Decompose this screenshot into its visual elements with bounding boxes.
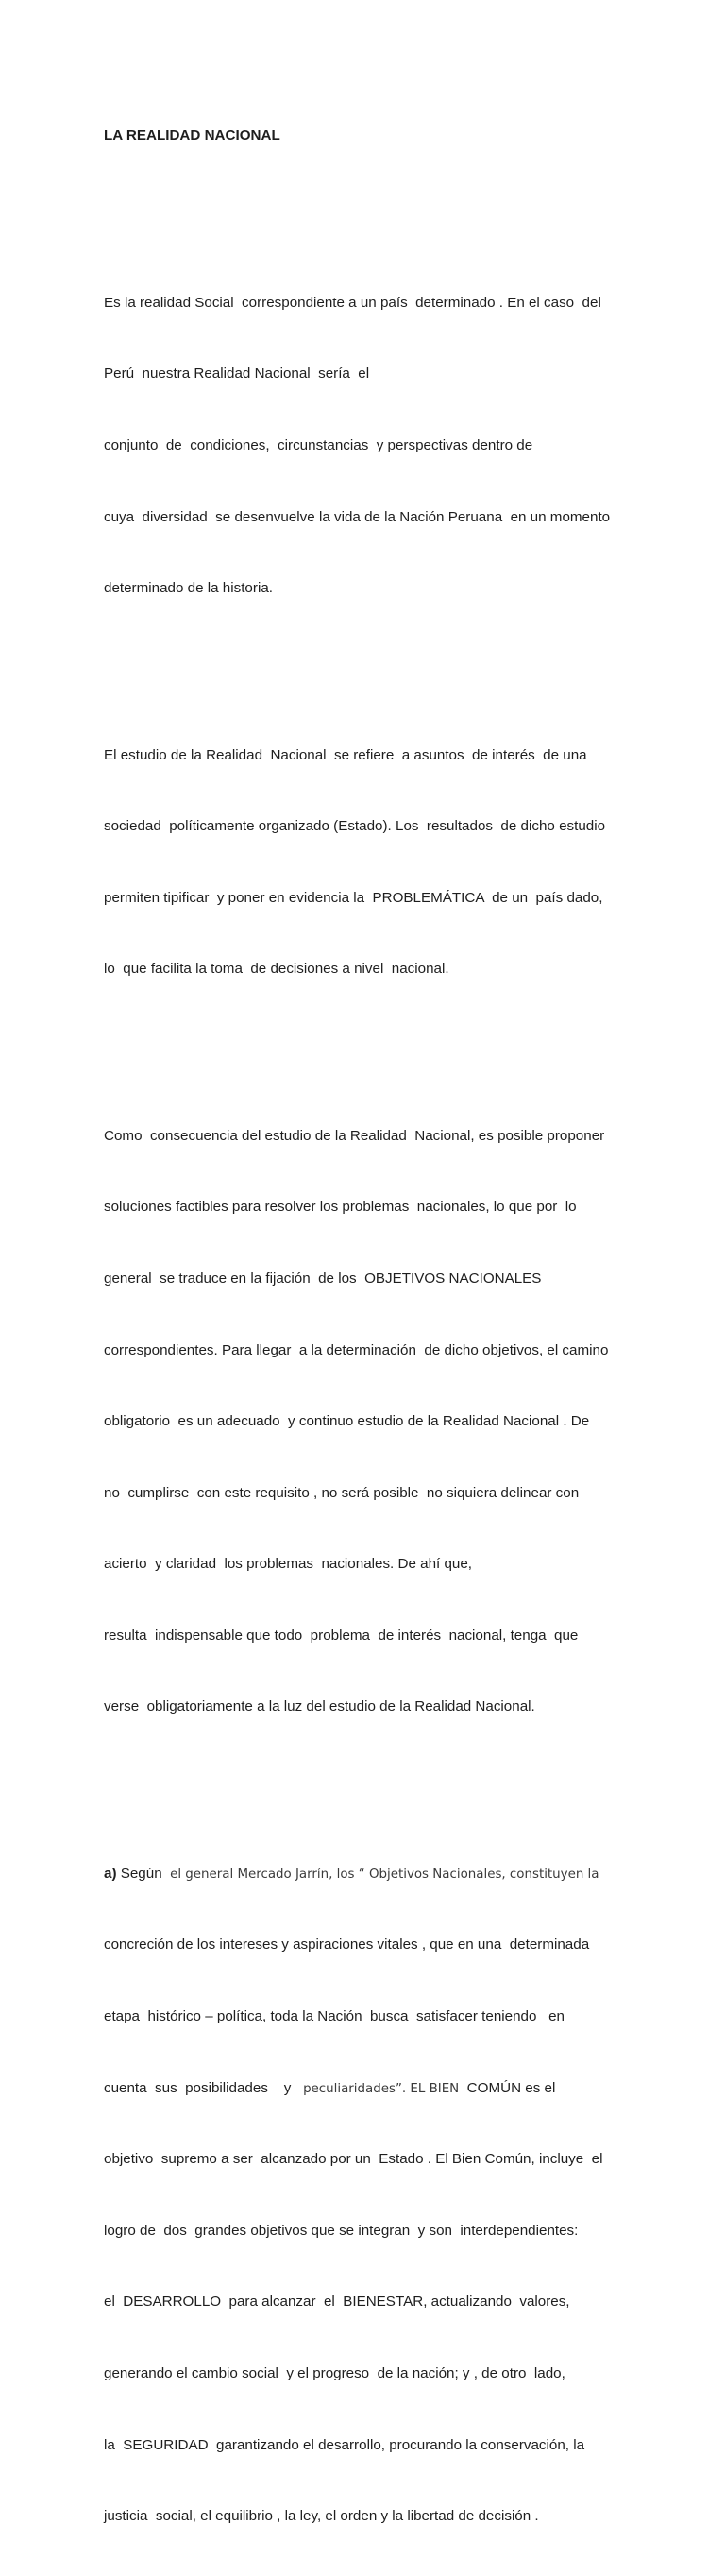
paragraph-4-line-4-start: cuenta sus posibilidades y	[104, 2079, 304, 2096]
paragraph-4-line-6: logro de dos grandes objetivos que se integran y son interdependientes:	[104, 2222, 579, 2239]
paragraph-4-line-1-quoted: el general Mercado Jarrín, los “ Objetivos Nacionales, constituyen la	[170, 1867, 599, 1882]
paragraph-1-line-3: conjunto de condiciones, circunstancias y perspectivas dentro de	[104, 436, 533, 453]
paragraph-4-line-4	[104, 2076, 632, 2100]
paragraph-4-line-9: la SEGURIDAD garantizando el desarrollo, procurando la conservación, la	[104, 2436, 585, 2453]
paragraph-4-line-8: generando el cambio social y el progreso de la nación; y , de otro lado,	[104, 2365, 565, 2382]
paragraph-3-line-9: verse obligatoriamente a la luz del estudio de la Realidad Nacional.	[104, 1698, 535, 1715]
paragraph-2-line-3: permiten tipificar y poner en evidencia la PROBLEMÁTICA de un país dado,	[104, 889, 603, 906]
paragraph-gap	[104, 1029, 632, 1052]
paragraph-gap	[104, 1766, 632, 1790]
paragraph-1-line-4: cuya diversidad se desenvuelve la vida de la Nación Peruana en un momento	[104, 508, 611, 525]
paragraph-4-line-1-text: Según	[116, 1865, 171, 1882]
paragraph-2-line-2: sociedad políticamente organizado (Estado). Los resultados de dicho estudio	[104, 818, 606, 835]
paragraph-4-line-4-quoted: peculiaridades”. EL BIEN	[303, 2081, 464, 2096]
paragraph-4-line-5: objetivo supremo a ser alcanzado por un Estado . El Bien Común, incluye el	[104, 2151, 603, 2168]
paragraph-3-line-8: resulta indispensable que todo problema de interés nacional, tenga que	[104, 1627, 579, 1644]
paragraph-4-line-1	[104, 1862, 632, 1885]
paragraph-2-line-1: El estudio de la Realidad Nacional se refiere a asuntos de interés de una	[104, 746, 587, 763]
document-title: LA REALIDAD NACIONAL	[104, 128, 280, 145]
paragraph-gap	[104, 648, 632, 672]
paragraph-2-line-4: lo que facilita la toma de decisiones a nivel nacional.	[104, 961, 449, 978]
paragraph-3-line-6: no cumplirse con este requisito , no será posible no siquiera delinear con	[104, 1484, 580, 1501]
paragraph-3-line-1: Como consecuencia del estudio de la Realidad Nacional, es posible proponer	[104, 1127, 605, 1144]
paragraph-4-line-2: concreción de los intereses y aspiraciones vitales , que en una determinada	[104, 1936, 590, 1953]
list-marker: a)	[104, 1865, 117, 1882]
paragraph-3-line-4: correspondientes. Para llegar a la determinación de dicho objetivos, el camino	[104, 1341, 609, 1358]
paragraph-1-line-5: determinado de la historia.	[104, 580, 273, 597]
paragraph-3-line-5: obligatorio es un adecuado y continuo estudio de la Realidad Nacional . De	[104, 1413, 590, 1430]
paragraph-1-line-1: Es la realidad Social correspondiente a un país determinado . En el caso del	[104, 294, 601, 311]
paragraph-1-line-2: Perú nuestra Realidad Nacional sería el	[104, 366, 370, 383]
paragraph-4-line-10: justicia social, el equilibrio , la ley, el orden y la libertad de decisión .	[104, 2508, 539, 2525]
paragraph-4-line-4-end: COMÚN es el	[463, 2079, 556, 2096]
paragraph-gap	[104, 196, 632, 219]
paragraph-3-line-3: general se traduce en la fijación de los OBJETIVOS NACIONALES	[104, 1270, 542, 1287]
document-body	[104, 77, 632, 2576]
paragraph-4-line-7: el DESARROLLO para alcanzar el BIENESTAR, actualizando valores,	[104, 2294, 570, 2311]
paragraph-4-line-3: etapa histórico – política, toda la Nación busca satisfacer teniendo en	[104, 2008, 565, 2025]
paragraph-3-line-2: soluciones factibles para resolver los problemas nacionales, lo que por lo	[104, 1199, 577, 1216]
paragraph-3-line-7: acierto y claridad los problemas nacionales. De ahí que,	[104, 1556, 473, 1573]
